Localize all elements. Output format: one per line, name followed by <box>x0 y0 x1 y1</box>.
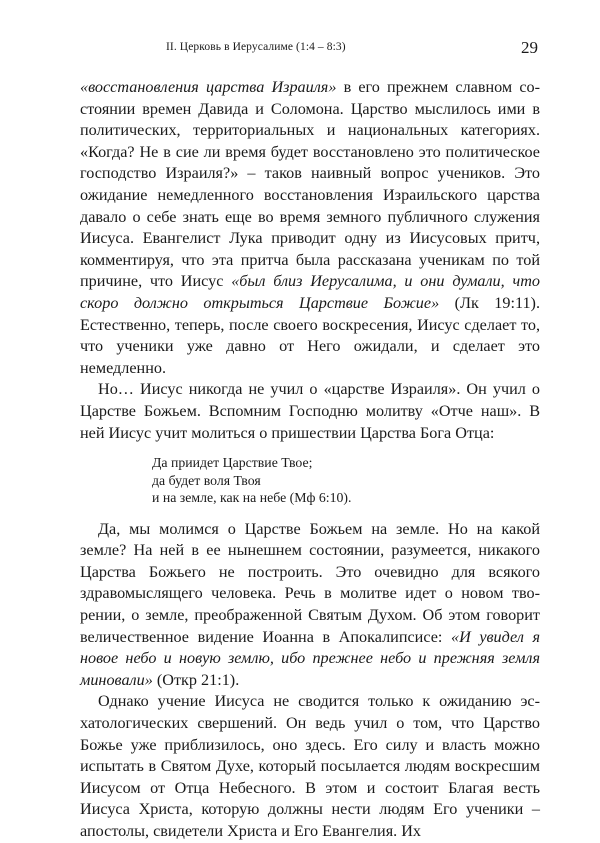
page-number: 29 <box>521 38 538 57</box>
text-segment: «был близ Иерусалима, и они думали, что скоро должно открыться Царствие Божие» <box>80 272 540 312</box>
paragraph <box>80 379 540 444</box>
paragraph <box>80 77 540 379</box>
quote-line: Да приидет Царствие Твое; <box>152 455 313 471</box>
quote-line: да будет воля Твоя <box>152 472 261 488</box>
scripture-quote <box>152 454 540 507</box>
text-segment: Да, мы молимся о Царстве Божьем на земле. Но на какой земле? На ней в ее нынешнем состоянии, разумеется, никакого Царства Божьего не построить. Это очевидно для всякого здравомыслящего человека. Речь в молитве идет о новом творении, о земле, преображенной Святым Духом. Об этом говорит величественное видение Иоанна в Апокалипсисе: <box>80 519 540 646</box>
text-segment: в его прежнем славном состоянии времен Давида и Соломона. Царство мыслилось ими в политических, территориальных и национальных категориях. «Когда? Не в сие ли время будет восстановлено это политическое господство Израиля?» – таков наивный вопрос учеников. Это ожидание немедленного восстановления Израильского царства давало о себе знать еще во время земного публичного служения Иисуса. Евангелист Лука приводит одну из Иисусовых притч, комментируя, что эта притча была рассказана ученикам по той причине, что Иисус <box>80 78 540 291</box>
text-segment: Но… Иисус никогда не учил о «царстве Израиля». Он учил о Царстве Божьем. Вспомним Господню молитву «Отче наш». В ней Иисус учит молиться о пришествии Царства Бога Отца: <box>80 380 540 442</box>
page-body <box>80 77 540 843</box>
page-header <box>80 38 538 58</box>
running-head: II. Церковь в Иерусалиме (1:4 – 8:3) <box>166 41 346 53</box>
quote-line: и на земле, как на небе (Мф 6:10). <box>152 490 352 506</box>
text-segment: «И увидел я новое небо и новую землю, ибо прежнее небо и прежняя земля миновали» <box>80 627 540 689</box>
text-segment: Однако учение Иисуса не сводится только к ожиданию эсхатологических свершений. Он ведь учил о том, что Царство Божье уже приблизилось, оно здесь. Его силу и власть можно испытать в Святом Духе, который посылается людям воскресшим Иисусом от Отца Небесного. В этом и состоит Благая весть Иисуса Христа, которую должны нести людям Его ученики – апостолы, свидетели Христа и Его Евангелия. Их <box>80 692 540 840</box>
paragraph <box>80 519 540 692</box>
text-segment: (Лк 19:11). Естественно, теперь, после своего воскресения, Иисус сделает то, что ученики уже давно от Него ожидали, и сделает это немедленно. <box>80 293 540 377</box>
text-segment: «восстановления царства Израиля» <box>80 78 337 96</box>
text-segment: (Откр 21:1). <box>152 670 240 689</box>
paragraph <box>80 691 540 842</box>
